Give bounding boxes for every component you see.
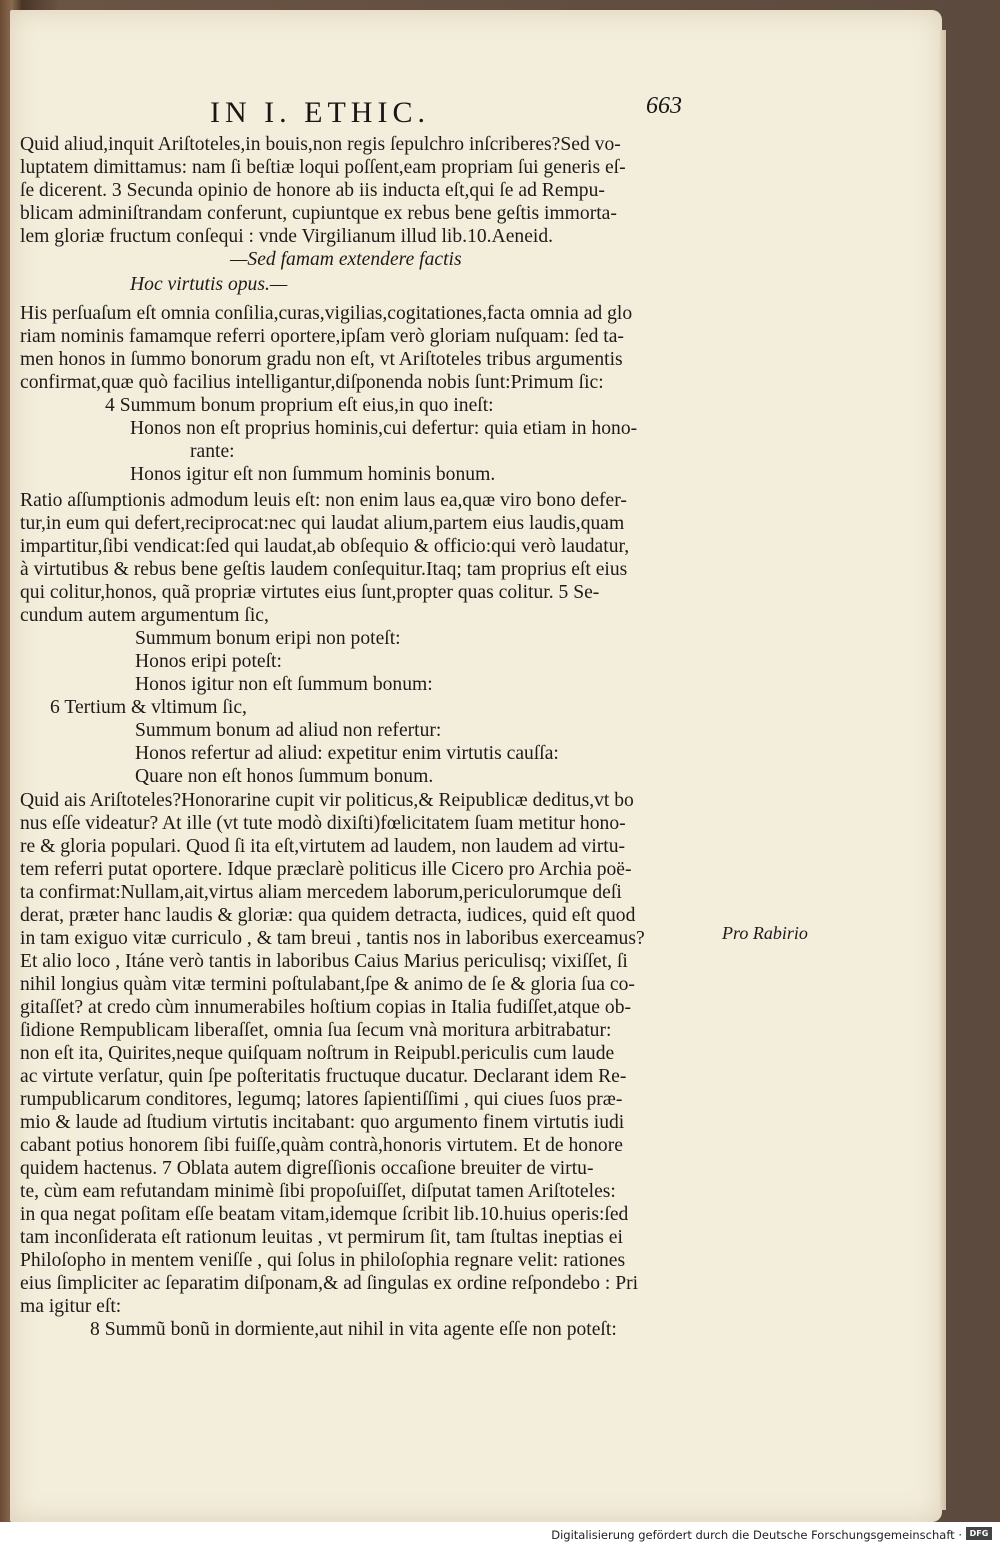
text-line: gitaſſet? at credo cùm innumerabiles hoſtium copias in Italia fudiſſet,atque ob- (20, 997, 632, 1018)
text-line: in qua negat poſitam eſſe beatam vitam,idemque ſcribit lib.10.huius operis:ſed (20, 1204, 629, 1225)
text-line: ta confirmat:Nullam,ait,virtus aliam mercedem laborum,periculorumque deſi (20, 882, 622, 903)
text-line: in tam exiguo vitæ curriculo , & tam breui , tantis nos in laboribus exerceamus? (20, 928, 645, 949)
text-line: luptatem dimittamus: nam ſi beſtiæ loqui poſſent,eam propriam ſui generis eſ- (20, 157, 626, 178)
text-line: à virtutibus & rebus bene geſtis laudem conſequitur.Itaq; tam proprius eſt eius (20, 559, 628, 580)
text-line: 8 Summũ bonũ in dormiente,aut nihil in vita agente eſſe non poteſt: (90, 1319, 617, 1340)
text-line: Honos igitur eſt non ſummum hominis bonum. (130, 464, 496, 485)
text-line: Hoc virtutis opus.— (130, 274, 288, 295)
text-line: blicam adminiſtrandam conferunt, cupiuntque ex rebus bene geſtis immorta- (20, 203, 617, 224)
text-line: Summum bonum ad aliud non refertur: (135, 720, 442, 741)
margin-note: Pro Rabirio (722, 923, 808, 943)
text-line: nus eſſe videatur? At ille (vt tute modò dixiſti)fœlicitatem ſuam metitur hono- (20, 813, 626, 834)
text-line: rumpublicarum conditores, legumq; latores ſapientiſſimi , qui ciues ſuos præ- (20, 1089, 623, 1110)
text-line: eius ſimpliciter ac ſeparatim diſponam,& ad ſingulas ex ordine reſpondebo : Pri (20, 1273, 639, 1294)
text-line: Quid aliud,inquit Ariſtoteles,in bouis,non regis ſepulchro inſcriberes?Sed vo- (20, 134, 621, 155)
text-line: Honos non eſt proprius hominis,cui defertur: quia etiam in hono- (130, 418, 638, 439)
text-line: Honos refertur ad aliud: expetitur enim virtutis cauſſa: (135, 743, 559, 764)
text-line: Ratio aſſumptionis admodum leuis eſt: non enim laus ea,quæ viro bono defer- (20, 490, 627, 511)
text-line: re & gloria populari. Quod ſi ita eſt,virtutem ad laudem, non laudem ad virtu- (20, 836, 626, 857)
text-line: ſidione Rempublicam liberaſſet, omnia ſua ſecum vnà moritura arbitrabatur: (20, 1020, 612, 1041)
text-line: —Sed famam extendere factis (230, 249, 462, 270)
text-line: Philoſopho in mentem veniſſe , qui ſolus in philoſophia regnare velit: rationes (20, 1250, 626, 1271)
text-line: tur,in eum qui defert,reciprocat:nec qui laudat alium,partem eius laudis,quam (20, 513, 625, 534)
text-line: confirmat,quæ quò facilius intelligantur,diſponenda nobis ſunt:Primum ſic: (20, 372, 604, 393)
text-line: tem referri putat oportere. Idque præclarè politicus ille Cicero pro Archia poë- (20, 859, 632, 880)
running-head: IN I. ETHIC. (210, 96, 430, 129)
text-line: lem gloriæ fructum conſequi : vnde Virgilianum illud lib.10.Aeneid. (20, 226, 554, 247)
text-line: ma igitur eſt: (20, 1296, 122, 1317)
text-line: qui colitur,honos, quã propriæ virtutes eius ſunt,propter quas colitur. 5 Se- (20, 582, 600, 603)
text-line: quidem hactenus. 7 Oblata autem digreſſionis occaſione breuiter de virtu- (20, 1158, 594, 1179)
text-line: Honos igitur non eſt ſummum bonum: (135, 674, 433, 695)
text-line: rante: (190, 441, 235, 462)
text-line: ac virtute verſatur, quin ſpe poſteritatis fructuque ducatur. Declarant idem Re- (20, 1066, 627, 1087)
text-line: men honos in ſummo bonorum gradu non eſt, vt Ariſtoteles tribus argumentis (20, 349, 623, 370)
text-line: te, cùm eam refutandam minimè ſibi propoſuiſſet, diſputat tamen Ariſtoteles: (20, 1181, 616, 1202)
text-line: non eſt ita, Quirites,neque quiſquam noſtrum in Reipubl.periculis cum laude (20, 1043, 615, 1064)
text-line: Honos eripi poteſt: (135, 651, 282, 672)
text-line: Summum bonum eripi non poteſt: (135, 628, 401, 649)
text-line: Et alio loco , Itáne verò tantis in laboribus Caius Marius periculisq; vixiſſet, ſi (20, 951, 628, 972)
text-line: ſe dicerent. 3 Secunda opinio de honore ab iis inducta eſt,qui ſe ad Rempu- (20, 180, 605, 201)
text-line: cundum autem argumentum ſic, (20, 605, 269, 626)
text-line: mio & laude ad ſtudium virtutis incitabant: quo argumento finem virtutis iudi (20, 1112, 625, 1133)
text-line: 6 Tertium & vltimum ſic, (50, 697, 247, 718)
text-line: derat, præter hanc laudis & gloriæ: qua quidem detracta, iudices, quid eſt quod (20, 905, 636, 926)
text-line: Quare non eſt honos ſummum bonum. (135, 766, 434, 787)
text-line: His perſuaſum eſt omnia conſilia,curas,vigilias,cogitationes,facta omnia ad glo (20, 303, 633, 324)
text-line: riam nominis famamque referri oportere,ipſam verò gloriam nuſquam: ſed ta- (20, 326, 624, 347)
page-number: 663 (646, 93, 682, 119)
text-line: impartitur,ſibi vendicat:ſed qui laudat,ab obſequio & officio:qui verò laudatur, (20, 536, 630, 557)
text-line: 4 Summum bonum proprium eſt eius,in quo ineſt: (105, 395, 494, 416)
text-line: nihil longius quàm vitæ termini poſtulabant,ſpe & animo de ſe & gloria ſua co- (20, 974, 635, 995)
dfg-logo: DFG (966, 1527, 992, 1540)
text-line: tam inconſiderata eſt rationum leuitas , vt permirum ſit, tam ſtultas ineptias ei (20, 1227, 623, 1248)
page-edge (940, 30, 946, 1510)
text-line: Quid ais Ariſtoteles?Honorarine cupit vir politicus,& Reipublicæ deditus,vt bo (20, 790, 634, 811)
text-line: cabant potius honorem ſibi fuiſſe,quàm contrà,honoris virtutem. Et de honore (20, 1135, 623, 1156)
footer-credit: Digitalisierung gefördert durch die Deutsche Forschungsgemeinschaft · (551, 1528, 962, 1542)
